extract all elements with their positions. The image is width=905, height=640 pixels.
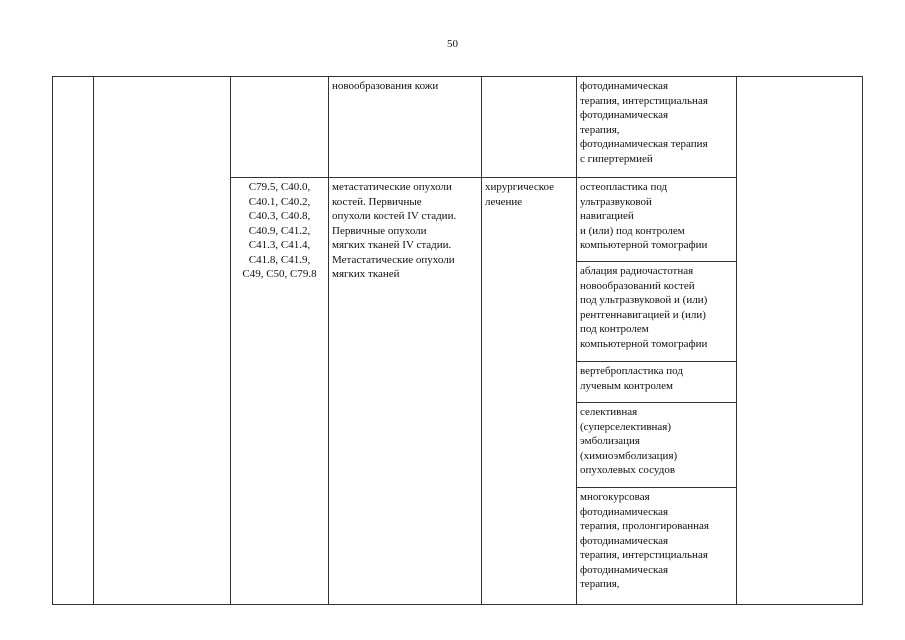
diagnosis-cell <box>329 77 482 178</box>
method-cell <box>577 403 737 488</box>
method-cell <box>577 178 737 262</box>
method-cell <box>577 488 737 605</box>
method-cell <box>577 262 737 362</box>
method-text: аблация радиочастотная новообразований костей под ультразвуковой и (или) рентгеннавигацией и (или) под контролем компьютерной томографии <box>580 265 708 350</box>
diagnosis-text: новообразования кожи <box>332 80 439 92</box>
method-cell <box>577 77 737 178</box>
codes-cell <box>231 178 329 605</box>
table-row <box>53 77 863 178</box>
method-text: вертебропластика под лучевым контролем <box>580 365 683 392</box>
codes-cell <box>231 77 329 178</box>
diagnosis-text: метастатические опухоли костей. Первичные опухоли костей IV стадии. Первичные опухоли мягких тканей IV стадии. Метастатические опухоли мягких тканей <box>332 181 457 280</box>
treatment-cell <box>482 77 577 178</box>
method-text: фотодинамическая терапия, интерстициальная фотодинамическая терапия, фотодинамическая терапия с гипертермией <box>580 80 708 165</box>
icd-codes-text: C79.5, C40.0, C40.1, C40.2, C40.3, C40.8, C40.9, C41.2, C41.3, C41.4, C41.8, C41.9, C49, C50, C79.8 <box>242 181 317 280</box>
profile-cell <box>94 77 231 605</box>
method-cell <box>577 362 737 403</box>
method-text: многокурсовая фотодинамическая терапия, пролонгированная фотодинамическая терапия, интерстициальная фотодинамическая терапия, <box>580 491 709 590</box>
treatment-text: хирургическое лечение <box>485 181 555 208</box>
page-number: 50 <box>447 38 458 50</box>
diagnosis-cell <box>329 178 482 605</box>
document-table <box>52 76 863 605</box>
number-cell <box>53 77 94 605</box>
extra-cell <box>737 77 863 605</box>
method-text: селективная (суперселективная) эмболизация (химиоэмболизация) опухолевых сосудов <box>580 406 678 476</box>
treatment-cell <box>482 178 577 605</box>
method-text: остеопластика под ультразвуковой навигацией и (или) под контролем компьютерной томографии <box>580 181 708 251</box>
